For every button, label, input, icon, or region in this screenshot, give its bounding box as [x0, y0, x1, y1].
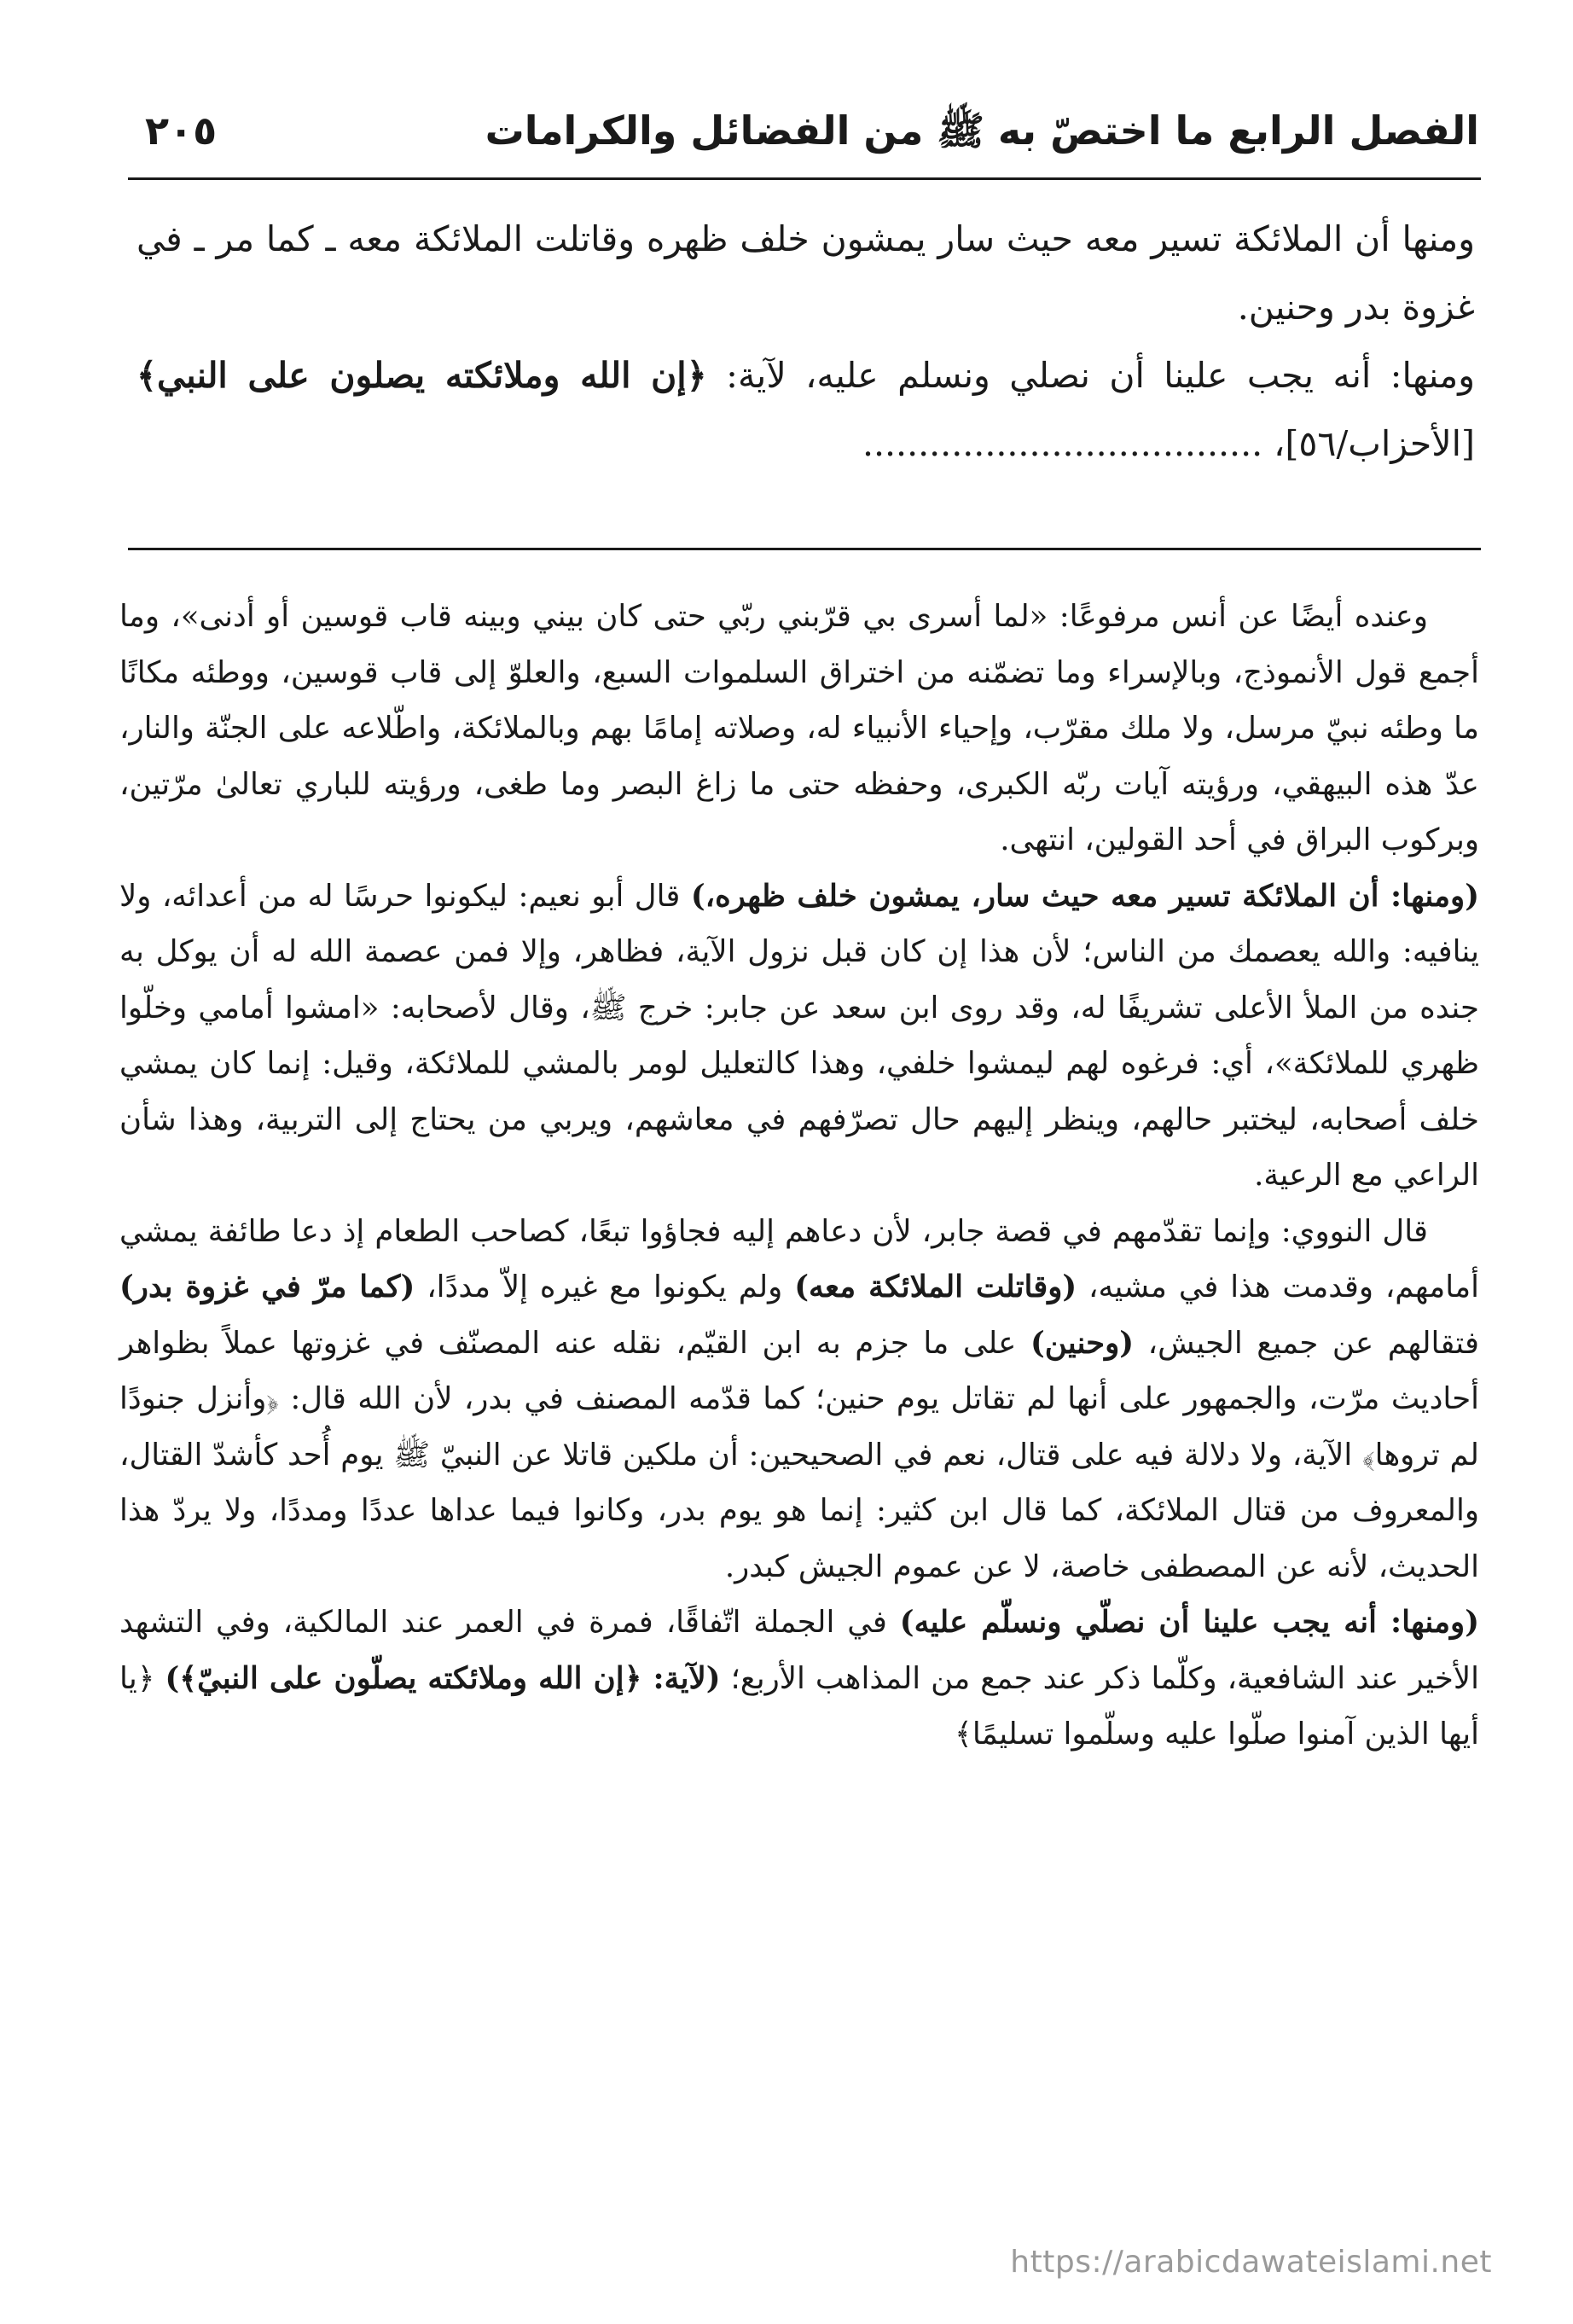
watermark-url: https://arabicdawateislami.net: [1010, 2245, 1492, 2280]
chapter-title: الفصل الرابع ما اختصّ به ﷺ من الفضائل والكرامات: [485, 107, 1479, 154]
commentary-paragraph: وعنده أيضًا عن أنس مرفوعًا: «لما أسرى بي قرّبني ربّي حتى كان بيني وبينه قاب قوسين أو أدنى»، وما أجمع قول الأنموذج، وبالإسراء وما تضمّنه من اختراق السلموات السبع، والعلوّ إلى قاب قوسين، ووطئه مكانًا ما وطئه نبيّ مرسل، ولا ملك مقرّب، وإحياء الأنبياء له، وصلاته إمامًا بهم وبالملائكة، واطّلاعه على الجنّة والنار، عدّ هذه البيهقي، ورؤيته آيات ربّه الكبرى، وحفظه حتى ما زاغ البصر وما طغى، ورؤيته للباري تعالىٰ مرّتين، وبركوب البراق في أحد القولين، انتهى.: [119, 599, 1479, 857]
header-rule: [128, 177, 1481, 180]
main-text: [136, 205, 1475, 478]
quoted-matn: (ومنها: أنه يجب علينا أن نصلّي ونسلّم عليه): [899, 1605, 1479, 1640]
commentary-body: ولم يكونوا مع غيره إلاّ مددًا،: [415, 1269, 795, 1304]
quran-verse: ﴿إن الله وملائكته يصلون على النبي﴾: [136, 355, 707, 396]
quoted-matn: (لآية: ﴿إن الله وملائكته يصلّون على النبيّ﴾): [165, 1660, 721, 1696]
ellipsis-dots: ....................................: [862, 423, 1263, 464]
main-paragraph: ومنها أن الملائكة تسير معه حيث سار يمشون خلف ظهره وقاتلت الملائكة معه ـ كما مر ـ في غزوة بدر وحنين.: [136, 218, 1475, 328]
page-number: ٢٠٥: [145, 107, 218, 154]
quoted-matn: (وقاتلت الملائكة معه): [794, 1269, 1077, 1304]
main-paragraph: [136, 341, 1475, 478]
main-text-intro: ومنها: أنه يجب علينا أن نصلي ونسلم عليه، لآية:: [706, 355, 1475, 396]
commentary-paragraph: [119, 1595, 1479, 1763]
commentary-body: على ما جزم به ابن القيّم، نقله عنه المصنّف في غزوتها عملاً بظواهر أحاديث مرّت، والجمهور على أنها لم تقاتل يوم حنين؛ كما قدّمه المصنف في بدر، لأن الله قال: ﴿وأنزل جنودًا لم تروها﴾ الآية، ولا دلالة فيه على قتال، نعم في الصحيحين: أن ملكين قاتلا عن النبيّ ﷺ يوم أُحد كأشدّ القتال، والمعروف من قتال الملائكة، كما قال ابن كثير: إنما هو يوم بدر، وكانوا فيما عداها عددًا ومددًا، ولا يردّ هذا الحديث، لأنه عن المصطفى خاصة، لا عن عموم الجيش كبدر.: [119, 1325, 1479, 1584]
commentary-paragraph: [119, 1204, 1479, 1595]
commentary-paragraph: [119, 869, 1479, 1204]
commentary-body: قال أبو نعيم: ليكونوا حرسًا له من أعدائه، ولا ينافيه: والله يعصمك من الناس؛ لأن هذا إن كان قبل نزول الآية، فظاهر، وإلا فمن عصمة الله له أن يوكل به جنده من الملأ الأعلى تشريفًا له، وقد روى ابن سعد عن جابر: خرج ﷺ، وقال لأصحابه: «امشوا أمامي وخلّوا ظهري للملائكة»، أي: فرغوه لهم ليمشوا خلفي، وهذا كالتعليل لومر بالمشي للملائكة، وقيل: إنما كان يمشي خلف أصحابه، ليختبر حالهم، وينظر إليهم حال تصرّفهم في معاشهم، ويربي من يحتاج إلى التربية، وهذا شأن الراعي مع الرعية.: [119, 878, 1479, 1193]
quoted-matn: (وحنين): [1030, 1325, 1135, 1361]
commentary-body: في الجملة اتّفاقًا، فمرة في العمر عند المالكية، وفي التشهد الأخير عند الشافعية، وكلّما ذكر عند جمع من المذاهب الأربع؛: [119, 1605, 1479, 1696]
section-divider: [128, 548, 1481, 550]
quoted-matn: (ومنها: أن الملائكة تسير معه حيث سار، يمشون خلف ظهره،): [690, 878, 1479, 914]
quoted-matn: (كما مرّ في غزوة بدر): [119, 1269, 415, 1304]
commentary-body: فتقالهم عن جميع الجيش،: [1134, 1325, 1479, 1361]
page-header: [119, 92, 1479, 169]
commentary-text: [119, 589, 1479, 1763]
commentary-body: قال النووي: وإنما تقدّمهم في قصة جابر، لأن دعاهم إليه فجاؤوا تبعًا، كصاحب الطعام إذ دعا طائفة يمشي أمامهم، وقدمت هذا في مشيه،: [119, 1213, 1479, 1304]
quran-verse: ﴿يا أيها الذين آمنوا صلّوا عليه وسلّموا تسليمًا﴾: [119, 1660, 1479, 1752]
verse-reference: [الأحزاب/٥٦]،: [1262, 423, 1475, 464]
